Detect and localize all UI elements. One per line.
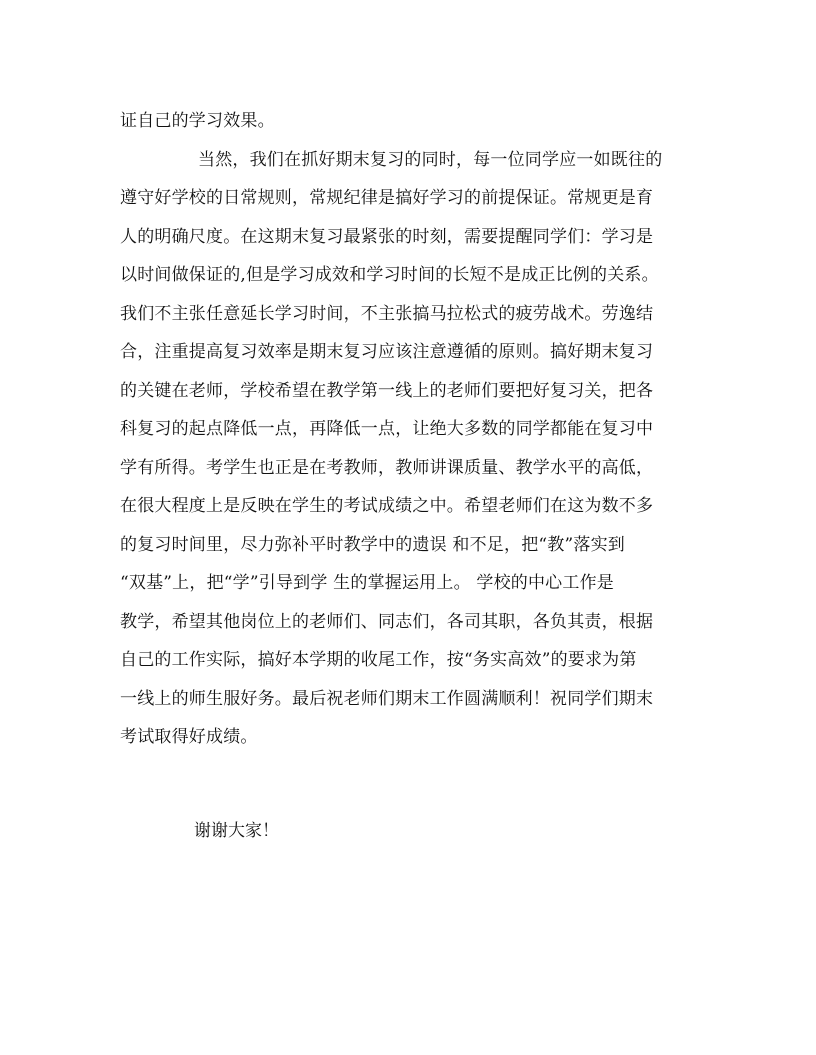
text-line: 遵守好学校的日常规则，常规纪律是搞好学习的前提保证。常规更是育 — [120, 188, 654, 208]
text-line: 科复习的起点降低一点，再降低一点，让绝大多数的同学都能在复习中 — [120, 419, 654, 439]
text-line: 在很大程度上是反映在学生的考试成绩之中。希望老师们在这为数不多 — [120, 496, 654, 516]
text-line: 教学，希望其他岗位上的老师们、同志们，各司其职，各负其责，根据 — [120, 611, 654, 632]
text-line: 自己的工作实际，搞好本学期的收尾工作，按“务实高效”的要求为第 — [120, 650, 637, 670]
text-line: 考试取得好成绩。 — [120, 727, 258, 747]
text-line: 人的明确尺度。在这期末复习最紧张的时刻，需要提醒同学们：学习是 — [120, 226, 654, 247]
text-line: 的关键在老师，学校希望在教学第一线上的老师们要把好复习关，把各 — [120, 380, 654, 401]
text-line: 我们不主张任意延长学习时间，不主张搞马拉松式的疲劳战术。劳逸结 — [120, 303, 654, 324]
text-line: “双基”上，把“学”引导到学 生的掌握运用上。 学校的中心工作是 — [120, 573, 614, 593]
text-line: 合，注重提高复习效率是期末复习应该注意遵循的原则。搞好期末复习 — [120, 342, 654, 362]
text-line: 的复习时间里，尽力弥补平时教学中的遗误 和不足，把“教”落实到 — [120, 534, 625, 555]
text-line: 一线上的师生服好务。最后祝老师们期末工作圆满顺利！祝同学们期末 — [120, 688, 654, 709]
closing-thanks: 谢谢大家！ — [194, 821, 279, 841]
text-line: 证自己的学习效果。 — [120, 111, 275, 131]
body-text — [120, 102, 700, 757]
paragraph-start-line: 当然，我们在抓好期末复习的同时，每一位同学应一如既往的 — [198, 149, 663, 170]
text-line: 学有所得。考学生也正是在考教师，教师讲课质量、教学水平的高低， — [120, 457, 654, 478]
text-line: 以时间做保证的,但是学习成效和学习时间的长短不是成正比例的关系。 — [120, 265, 659, 285]
